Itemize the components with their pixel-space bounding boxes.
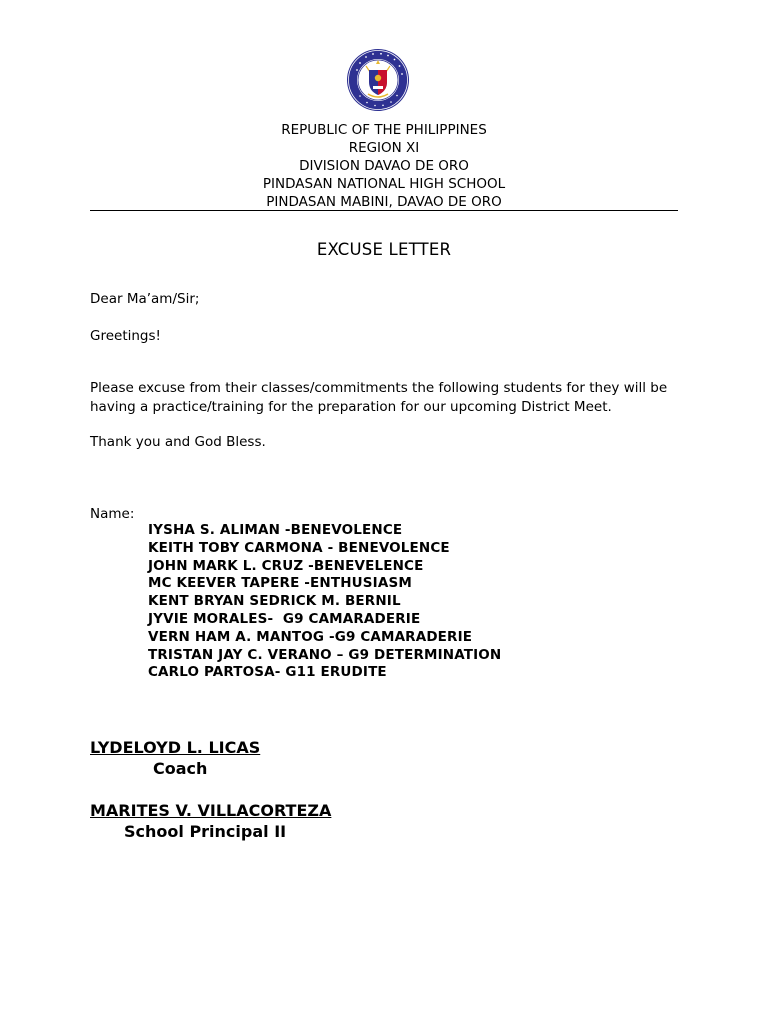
school-header (90, 121, 678, 211)
deped-seal-icon (346, 48, 410, 112)
closing: Thank you and God Bless. (90, 434, 266, 450)
student-item: KENT BRYAN SEDRICK M. BERNIL (148, 593, 401, 610)
letter-body: Please excuse from their classes/commitments the following students for they will be having a practice/training for the preparation for our upcoming District Meet. (90, 380, 668, 415)
salutation: Dear Ma’am/Sir; (90, 291, 200, 307)
student-item: TRISTAN JAY C. VERANO – G9 DETERMINATION (148, 646, 502, 663)
header-country: REPUBLIC OF THE PHILIPPINES (281, 122, 487, 138)
header-divider (90, 210, 678, 211)
header-school: PINDASAN NATIONAL HIGH SCHOOL (262, 176, 506, 192)
student-item: JYVIE MORALES- G9 CAMARADERIE (148, 610, 421, 627)
greeting: Greetings! (90, 328, 161, 344)
header-division: DIVISION DAVAO DE ORO (299, 158, 469, 174)
name-label: Name: (90, 506, 135, 522)
coach-title: Coach (153, 759, 208, 778)
coach-name: LYDELOYD L. LICAS (90, 738, 261, 757)
principal-title: School Principal II (124, 822, 287, 841)
header-region: REGION XI (348, 140, 420, 156)
student-item: MC KEEVER TAPERE -ENTHUSIASM (148, 575, 412, 592)
student-item: KEITH TOBY CARMONA - BENEVOLENCE (148, 539, 450, 556)
student-item: JOHN MARK L. CRUZ -BENEVELENCE (148, 557, 424, 574)
student-list (148, 522, 501, 682)
principal-name: MARITES V. VILLACORTEZA (90, 801, 332, 820)
letter-title: EXCUSE LETTER (316, 240, 452, 259)
student-item: VERN HAM A. MANTOG -G9 CAMARADERIE (148, 628, 473, 645)
header-address: PINDASAN MABINI, DAVAO DE ORO (266, 194, 502, 210)
student-item: IYSHA S. ALIMAN -BENEVOLENCE (148, 522, 403, 538)
student-item: CARLO PARTOSA- G11 ERUDITE (148, 664, 387, 681)
